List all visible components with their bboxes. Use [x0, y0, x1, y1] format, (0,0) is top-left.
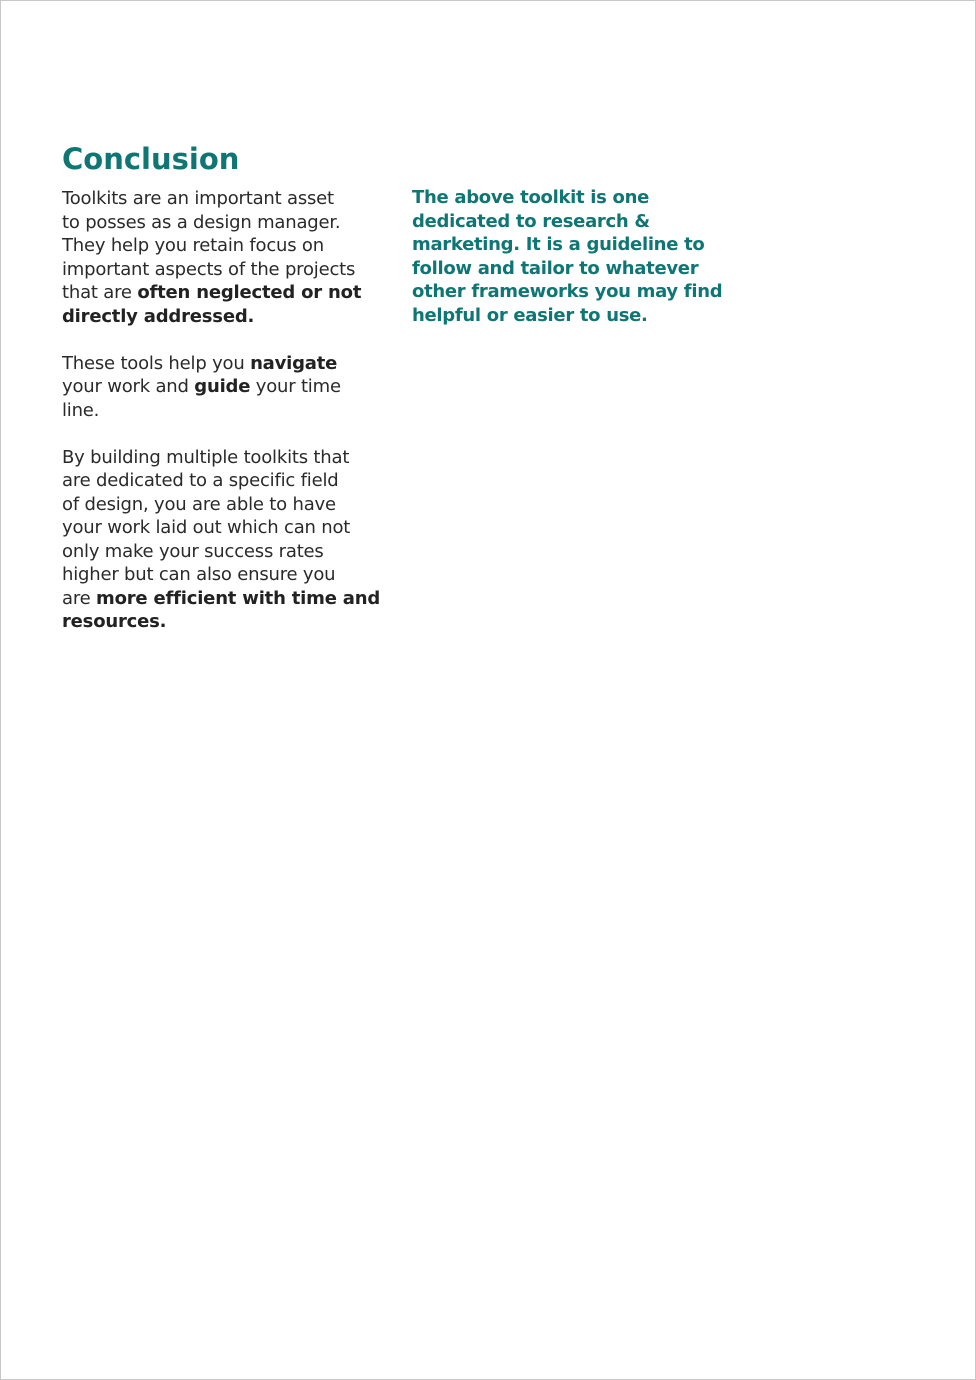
callout-line-3: marketing. It is a guideline to: [412, 234, 705, 255]
paragraph-1-line-6: [62, 305, 402, 329]
callout-line-4: follow and tailor to whatever: [412, 257, 699, 279]
paragraph-3-line-5: only make your success rates: [62, 540, 324, 562]
paragraph-3-line-3: of design, you are able to have: [62, 493, 336, 515]
callout-line-5: other frameworks you may find: [412, 281, 723, 302]
paragraph-3-line-7-text: are: [62, 587, 97, 609]
paragraph-3-line-1: By building multiple toolkits that: [62, 446, 350, 468]
paragraph-2: [62, 352, 402, 423]
paragraph-3-line-2: are dedicated to a specific field: [62, 470, 339, 491]
paragraph-1: [62, 187, 402, 328]
paragraph-2-line-2-text: your work and: [62, 376, 195, 397]
paragraph-2-line-3: line.: [62, 399, 100, 421]
paragraph-3-line-6: higher but can also ensure you: [62, 564, 336, 585]
guide-emphasis: guide: [194, 376, 251, 397]
paragraph-2-line-2: [62, 375, 402, 399]
paragraph-1-line-5: [62, 281, 402, 305]
paragraph-3-line-8: [62, 610, 402, 634]
paragraph-3-line-7: [62, 587, 402, 611]
paragraph-3-line-4: your work laid out which can not: [62, 517, 351, 538]
paragraph-1-line-2: to posses as a design manager.: [62, 211, 341, 233]
page-title: Conclusion: [62, 142, 240, 176]
paragraph-3: [62, 446, 402, 634]
callout-line-6: helpful or easier to use.: [412, 304, 648, 326]
paragraph-1-emphasis-1: often neglected or not: [137, 282, 362, 303]
paragraph-2-line-1: [62, 352, 402, 376]
paragraph-1-line-3: They help you retain focus on: [62, 235, 324, 256]
callout-line-2: dedicated to research &: [412, 210, 650, 232]
paragraph-3-emphasis-2: resources.: [62, 611, 167, 632]
navigate-emphasis: navigate: [250, 352, 338, 374]
callout-line-1: The above toolkit is one: [412, 187, 650, 208]
paragraph-2-line-2-suffix: your time: [250, 376, 341, 397]
paragraph-1-line-1: Toolkits are an important asset: [62, 188, 334, 209]
paragraph-1-emphasis-2: directly addressed.: [62, 305, 255, 327]
right-column-callout: [412, 186, 752, 327]
left-column-body: [62, 187, 402, 657]
paragraph-2-line-1-text: These tools help you: [62, 352, 251, 374]
paragraph-1-line-5-text: that are: [62, 282, 138, 303]
paragraph-1-line-4: important aspects of the projects: [62, 258, 356, 280]
paragraph-3-emphasis-1: more efficient with time and: [96, 587, 381, 609]
